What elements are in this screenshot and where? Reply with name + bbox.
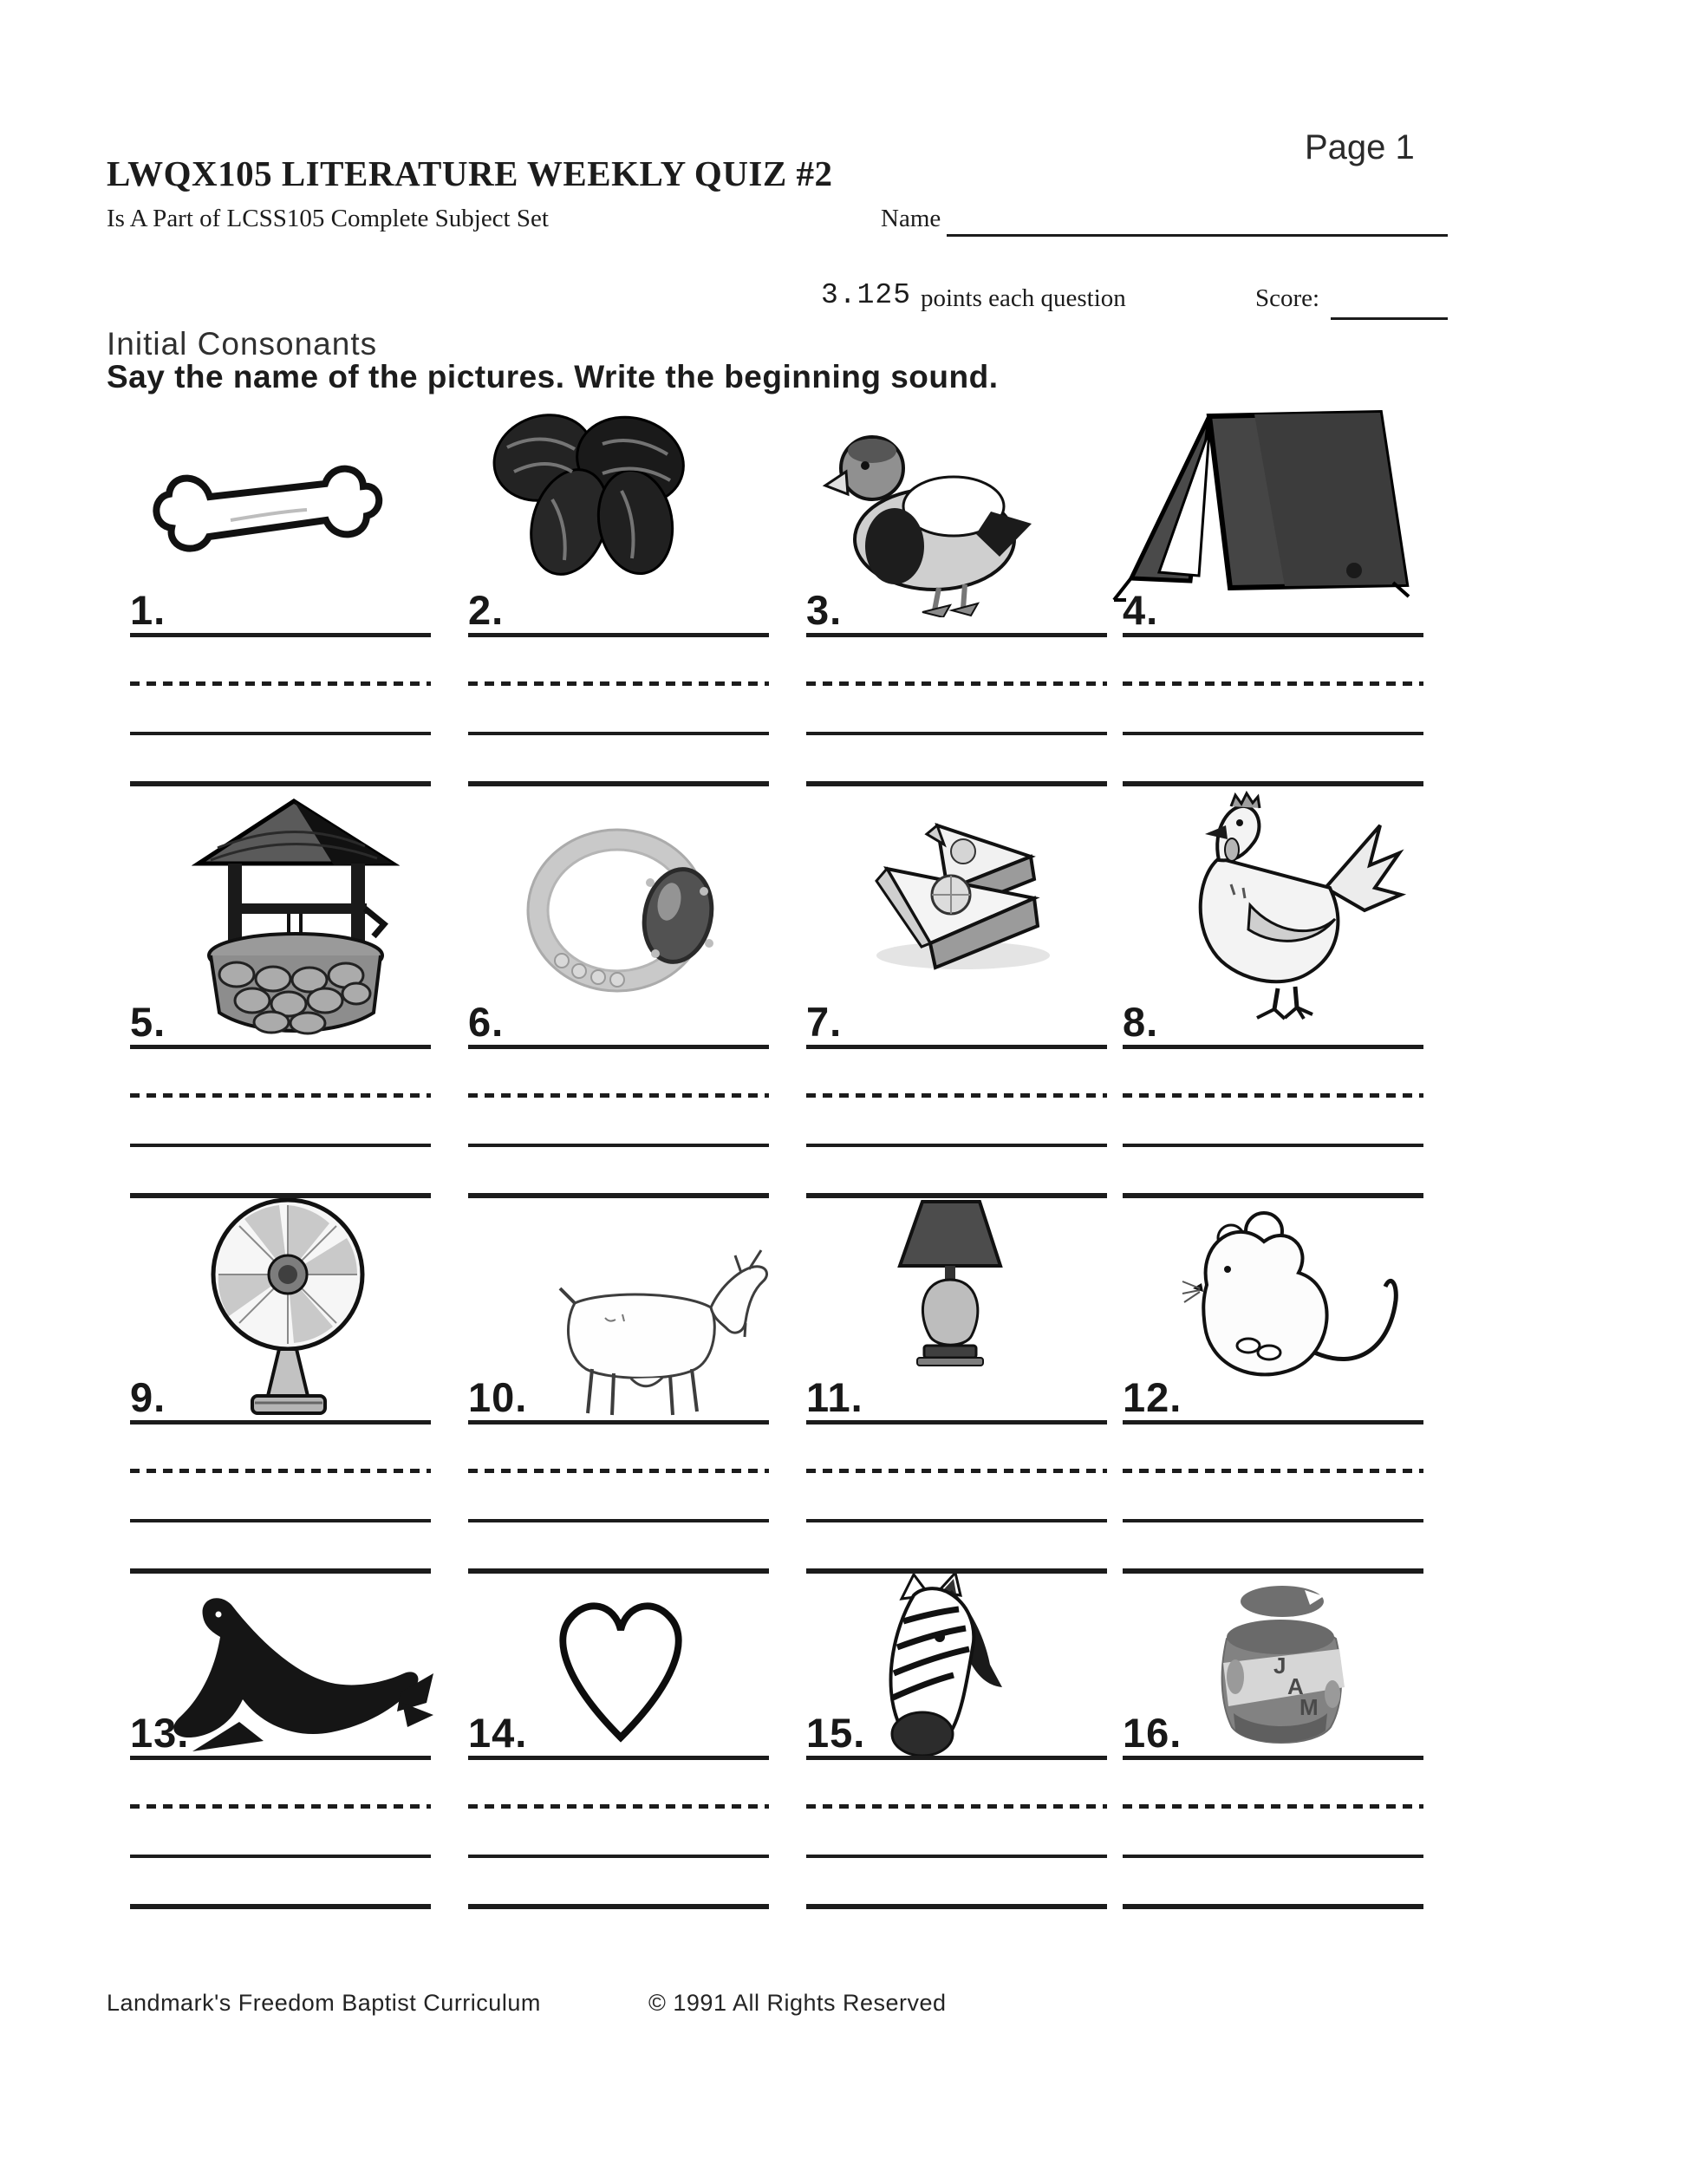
answer-cell-15 — [806, 1702, 1107, 1914]
writing-line-bottom[interactable] — [806, 1193, 1107, 1198]
page-subtitle: Is A Part of LCSS105 Complete Subject Set — [107, 205, 549, 232]
writing-line-top[interactable] — [130, 633, 431, 637]
writing-line-top[interactable] — [1123, 633, 1423, 637]
writing-line-bottom[interactable] — [1123, 1193, 1423, 1198]
writing-line-base[interactable] — [806, 732, 1107, 735]
answer-cell-11 — [806, 1366, 1107, 1579]
answer-cell-8 — [1123, 991, 1423, 1203]
mouse-icon — [1181, 1205, 1406, 1389]
score-blank-line[interactable] — [1331, 317, 1448, 320]
writing-line-top[interactable] — [1123, 1756, 1423, 1760]
writing-line-dashed[interactable] — [468, 681, 769, 686]
writing-line-base[interactable] — [130, 1519, 431, 1522]
writing-line-base[interactable] — [468, 1144, 769, 1147]
writing-line-dashed[interactable] — [806, 1093, 1107, 1098]
writing-line-dashed[interactable] — [130, 1804, 431, 1809]
writing-line-top[interactable] — [806, 1756, 1107, 1760]
item-number: 12. — [1123, 1374, 1182, 1420]
writing-line-bottom[interactable] — [130, 781, 431, 786]
answer-cell-3 — [806, 579, 1107, 792]
page-number: Page 1 — [1305, 128, 1415, 166]
writing-line-base[interactable] — [806, 1855, 1107, 1858]
writing-line-top[interactable] — [130, 1045, 431, 1049]
writing-line-dashed[interactable] — [806, 1469, 1107, 1473]
footer-copyright: © 1991 All Rights Reserved — [648, 1990, 947, 2016]
answer-cell-13 — [130, 1702, 431, 1914]
writing-line-bottom[interactable] — [468, 1904, 769, 1909]
writing-line-base[interactable] — [468, 1519, 769, 1522]
name-blank-line[interactable] — [947, 234, 1448, 237]
ring-icon — [520, 822, 733, 1000]
writing-line-bottom[interactable] — [806, 781, 1107, 786]
hen-icon — [1148, 791, 1408, 1020]
answer-cell-10 — [468, 1366, 769, 1579]
page-title: LWQX105 LITERATURE WEEKLY QUIZ #2 — [107, 153, 833, 193]
writing-line-base[interactable] — [130, 732, 431, 735]
writing-line-bottom[interactable] — [130, 1568, 431, 1574]
jam-letter-j: J — [1273, 1653, 1286, 1679]
writing-line-base[interactable] — [1123, 1144, 1423, 1147]
name-label: Name — [881, 205, 941, 232]
item-number: 1. — [130, 587, 166, 633]
item-number: 6. — [468, 999, 505, 1045]
score-label: Score: — [1255, 284, 1320, 312]
answer-cell-16 — [1123, 1702, 1423, 1914]
writing-line-top[interactable] — [806, 633, 1107, 637]
item-number: 8. — [1123, 999, 1159, 1045]
writing-line-dashed[interactable] — [468, 1093, 769, 1098]
writing-line-top[interactable] — [468, 1045, 769, 1049]
writing-line-bottom[interactable] — [130, 1193, 431, 1198]
item-number: 3. — [806, 587, 843, 633]
writing-line-base[interactable] — [130, 1855, 431, 1858]
writing-line-bottom[interactable] — [468, 1193, 769, 1198]
answer-cell-1 — [130, 579, 431, 792]
answer-cell-14 — [468, 1702, 769, 1914]
writing-line-bottom[interactable] — [806, 1904, 1107, 1909]
item-number: 11. — [806, 1374, 863, 1420]
writing-line-bottom[interactable] — [1123, 1568, 1423, 1574]
writing-line-top[interactable] — [806, 1420, 1107, 1424]
answer-cell-5 — [130, 991, 431, 1203]
writing-line-bottom[interactable] — [1123, 1904, 1423, 1909]
item-number: 14. — [468, 1710, 528, 1756]
points-label: points each question — [921, 284, 1126, 312]
item-number: 15. — [806, 1710, 866, 1756]
section-heading: Initial Consonants — [107, 326, 378, 362]
answer-cell-2 — [468, 579, 769, 792]
nuts-icon — [472, 404, 715, 577]
writing-line-dashed[interactable] — [1123, 1804, 1423, 1809]
writing-line-bottom[interactable] — [806, 1568, 1107, 1574]
writing-line-dashed[interactable] — [806, 1804, 1107, 1809]
item-number: 2. — [468, 587, 505, 633]
writing-line-dashed[interactable] — [1123, 1469, 1423, 1473]
writing-line-base[interactable] — [468, 1855, 769, 1858]
writing-line-top[interactable] — [468, 1420, 769, 1424]
answer-cell-6 — [468, 991, 769, 1203]
writing-line-dashed[interactable] — [806, 681, 1107, 686]
footer-publisher: Landmark's Freedom Baptist Curriculum — [107, 1990, 541, 2016]
lamp-icon — [888, 1196, 1013, 1383]
writing-line-dashed[interactable] — [130, 1469, 431, 1473]
item-number: 4. — [1123, 587, 1159, 633]
jam-letter-a: A — [1287, 1673, 1304, 1699]
item-number: 16. — [1123, 1710, 1182, 1756]
writing-line-dashed[interactable] — [1123, 681, 1423, 686]
writing-line-top[interactable] — [130, 1420, 431, 1424]
item-number: 10. — [468, 1374, 528, 1420]
writing-line-top[interactable] — [468, 633, 769, 637]
writing-line-dashed[interactable] — [130, 1093, 431, 1098]
pie-slices-icon — [833, 815, 1067, 975]
answer-cell-4 — [1123, 579, 1423, 792]
section-instructions: Say the name of the pictures. Write the beginning sound. — [107, 359, 999, 394]
writing-line-bottom[interactable] — [468, 1568, 769, 1574]
writing-line-bottom[interactable] — [468, 781, 769, 786]
jam-letter-m: M — [1299, 1694, 1319, 1720]
item-number: 5. — [130, 999, 166, 1045]
answer-cell-12 — [1123, 1366, 1423, 1579]
writing-line-top[interactable] — [1123, 1045, 1423, 1049]
answer-cell-9 — [130, 1366, 431, 1579]
answer-cell-7 — [806, 991, 1107, 1203]
item-number: 7. — [806, 999, 843, 1045]
writing-line-base[interactable] — [806, 1519, 1107, 1522]
writing-line-base[interactable] — [468, 732, 769, 735]
writing-line-base[interactable] — [1123, 1519, 1423, 1522]
writing-line-top[interactable] — [468, 1756, 769, 1760]
points-value: 3.125 — [821, 279, 912, 311]
writing-line-base[interactable] — [130, 1144, 431, 1147]
writing-line-dashed[interactable] — [468, 1804, 769, 1809]
writing-line-bottom[interactable] — [130, 1904, 431, 1909]
bone-icon — [151, 458, 385, 570]
writing-line-bottom[interactable] — [1123, 781, 1423, 786]
writing-line-top[interactable] — [1123, 1420, 1423, 1424]
writing-line-dashed[interactable] — [468, 1469, 769, 1473]
writing-line-dashed[interactable] — [1123, 1093, 1423, 1098]
writing-line-base[interactable] — [1123, 732, 1423, 735]
writing-line-base[interactable] — [1123, 1855, 1423, 1858]
item-number: 9. — [130, 1374, 166, 1420]
writing-line-top[interactable] — [130, 1756, 431, 1760]
writing-line-top[interactable] — [806, 1045, 1107, 1049]
item-number: 13. — [130, 1710, 190, 1756]
writing-line-dashed[interactable] — [130, 681, 431, 686]
writing-line-base[interactable] — [806, 1144, 1107, 1147]
